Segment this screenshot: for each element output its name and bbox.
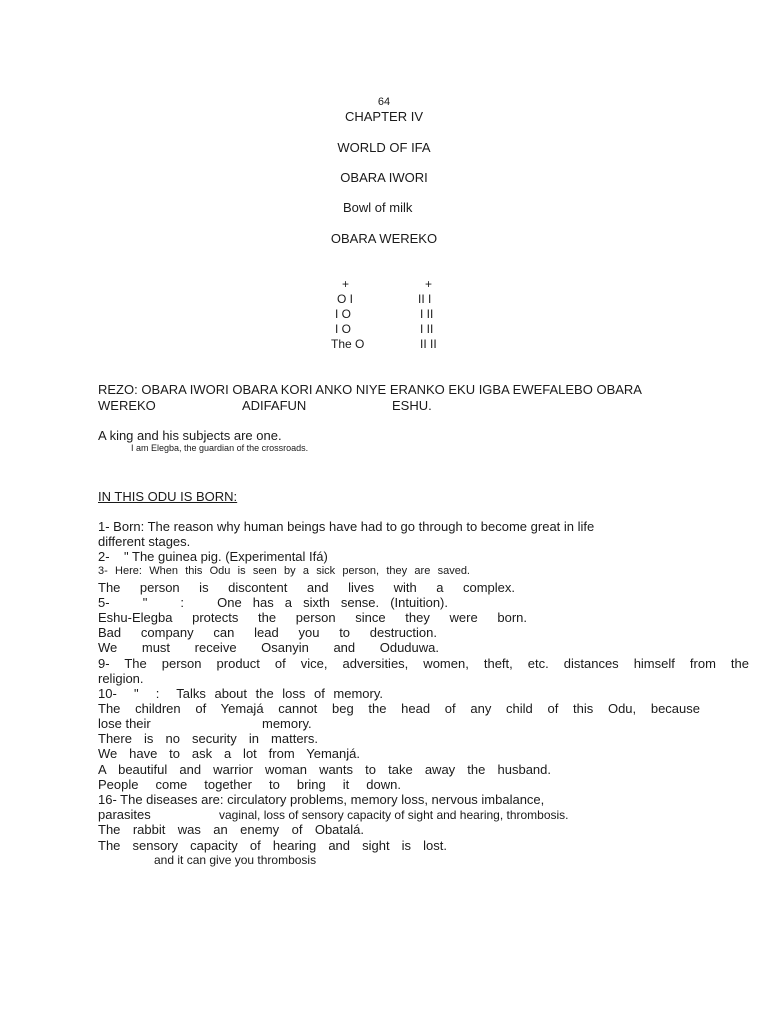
list-item: religion. [98, 671, 144, 686]
list-item: The sensory capacity of hearing and sight is lost. [98, 838, 447, 853]
list-item: different stages. [98, 534, 191, 549]
list-item: 9- The person product of vice, adversities, women, theft, etc. distances himself from the [98, 656, 749, 671]
list-item: 1- Born: The reason why human beings have had to go through to become great in life [98, 519, 595, 534]
list-item: parasites [98, 807, 151, 822]
rezo-line-2-word: ESHU. [392, 398, 432, 413]
section-heading: IN THIS ODU IS BORN: [98, 489, 238, 504]
world-title: WORLD OF IFA [337, 140, 431, 155]
proverb-footnote: I am Elegba, the guardian of the crossroads. [131, 443, 309, 453]
list-item: 5- " : One has a sixth sense. (Intuition). [98, 595, 448, 610]
odu-alt-name: OBARA WEREKO [330, 231, 438, 246]
proverb-text: A king and his subjects are one. [98, 428, 282, 443]
list-item: There is no security in matters. [98, 731, 318, 746]
list-item: lose their [98, 716, 151, 731]
list-item: 3- Here: When this Odu is seen by a sick person, they are saved. [98, 565, 470, 577]
list-item: vaginal, loss of sensory capacity of sight and hearing, thrombosis. [219, 808, 569, 822]
sign-mark: The O [331, 337, 365, 351]
list-item: Eshu-Elegba protects the person since they were born. [98, 610, 527, 625]
list-item: The children of Yemajá cannot beg the head of any child of this Odu, because [98, 701, 700, 716]
sign-mark: I II [420, 322, 434, 336]
chapter-title: CHAPTER IV [344, 109, 423, 124]
sign-mark: II II [420, 337, 437, 351]
rezo-line-2-word: WEREKO [98, 398, 156, 413]
rezo-line-2-word: ADIFAFUN [242, 398, 307, 413]
sign-mark: I O [335, 307, 352, 321]
list-item: A beautiful and warrior woman wants to take away the husband. [98, 762, 551, 777]
list-item: Bad company can lead you to destruction. [98, 625, 437, 640]
list-item: 16- The diseases are: circulatory problems, memory loss, nervous imbalance, [98, 792, 545, 807]
sign-mark: II I [418, 292, 432, 306]
list-item: The rabbit was an enemy of Obatalá. [98, 822, 364, 837]
sign-mark: O I [337, 292, 354, 306]
odu-name: OBARA IWORI [340, 170, 428, 185]
list-item: We must receive Osanyin and Oduduwa. [98, 640, 439, 655]
sign-mark: I O [335, 322, 352, 336]
list-item: 10- " : Talks about the loss of memory. [98, 686, 383, 701]
odu-subtitle: Bowl of milk [343, 200, 413, 215]
sign-mark: I II [420, 307, 434, 321]
list-item: The person is discontent and lives with a complex. [98, 580, 515, 595]
list-item: memory. [262, 716, 312, 731]
sign-mark: + [425, 277, 433, 291]
list-item: and it can give you thrombosis [154, 853, 317, 867]
page-number: 64 [377, 96, 391, 108]
rezo-line-1: REZO: OBARA IWORI OBARA KORI ANKO NIYE ERANKO EKU IGBA EWEFALEBO OBARA [98, 382, 642, 397]
list-item: People come together to bring it down. [98, 777, 401, 792]
sign-mark: + [342, 277, 350, 291]
list-item: We have to ask a lot from Yemanjá. [98, 746, 360, 761]
list-item: 2- " The guinea pig. (Experimental Ifá) [98, 549, 328, 564]
